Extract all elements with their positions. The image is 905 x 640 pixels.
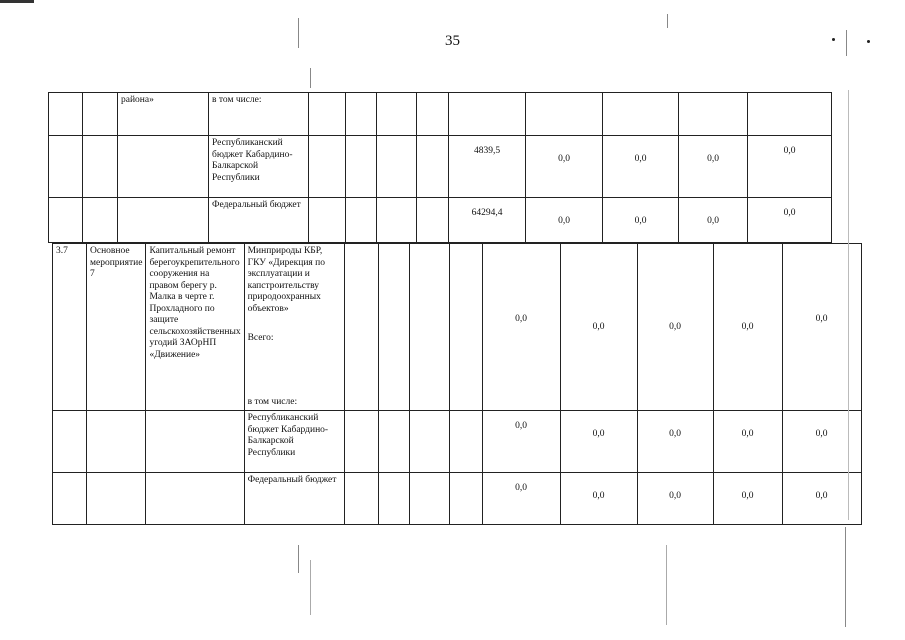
scan-artifact-line bbox=[848, 90, 849, 520]
cell-type: Основное мероприятие 7 bbox=[87, 244, 146, 411]
cell-value: 0,0 bbox=[679, 198, 748, 243]
cell-value: 0,0 bbox=[526, 198, 603, 243]
cell-name: Капитальный ремонт берегоукрепительного сооружения на правом берегу р. Малка в черте г. Прохладного по защите сельскохозяйственных угодий ЗАОрНП «Движение» bbox=[146, 244, 244, 411]
scan-corner-mark bbox=[0, 0, 34, 3]
table-row bbox=[53, 411, 862, 473]
scan-artifact-dot bbox=[832, 38, 835, 41]
cell-value: 0,0 bbox=[713, 411, 782, 473]
cell-value: 0,0 bbox=[782, 244, 861, 411]
cell-value: 0,0 bbox=[637, 473, 713, 525]
cell-value: 0,0 bbox=[713, 244, 782, 411]
scan-artifact-line bbox=[667, 14, 668, 28]
scan-artifact-line bbox=[310, 560, 311, 615]
scan-artifact-dot bbox=[867, 40, 870, 43]
cell-type bbox=[83, 93, 118, 136]
cell-value: 4839,5 bbox=[449, 136, 526, 198]
cell-value: 0,0 bbox=[637, 244, 713, 411]
cell-source: Республиканский бюджет Кабардино-Балкарской Республики bbox=[209, 136, 309, 198]
scan-artifact-line bbox=[846, 30, 847, 56]
cell-value: 0,0 bbox=[526, 136, 603, 198]
cell-value: 0,0 bbox=[679, 136, 748, 198]
cell-value: 0,0 bbox=[482, 473, 560, 525]
budget-table-item-3-7 bbox=[52, 243, 862, 525]
cell-value: 0,0 bbox=[482, 244, 560, 411]
cell-number bbox=[49, 93, 83, 136]
cell-value: 0,0 bbox=[560, 411, 637, 473]
cell-source bbox=[244, 244, 344, 411]
table-row bbox=[49, 198, 832, 243]
page-number: 35 bbox=[445, 33, 460, 49]
cell-value: 0,0 bbox=[560, 473, 637, 525]
table-row bbox=[53, 473, 862, 525]
scan-artifact-line bbox=[666, 545, 667, 625]
cell-value: 0,0 bbox=[637, 411, 713, 473]
scan-artifact-line bbox=[845, 527, 846, 627]
executor-text: Минприроды КБР, ГКУ «Дирекция по эксплуатации и капстроительству природоохранных объектов» bbox=[247, 246, 325, 314]
cell-value: 0,0 bbox=[482, 411, 560, 473]
cell-value: 0,0 bbox=[713, 473, 782, 525]
cell-source: Федеральный бюджет bbox=[244, 473, 344, 525]
cell-value: 0,0 bbox=[782, 473, 861, 525]
table-row bbox=[49, 136, 832, 198]
cell-source: Федеральный бюджет bbox=[209, 198, 309, 243]
cell-number: 3.7 bbox=[53, 244, 87, 411]
table-row bbox=[49, 93, 832, 136]
table-row bbox=[53, 244, 862, 411]
cell-value: 0,0 bbox=[560, 244, 637, 411]
cell-name: района» bbox=[118, 93, 209, 136]
cell-value: 0,0 bbox=[748, 136, 832, 198]
scan-artifact-line bbox=[298, 18, 299, 48]
including-label: в том числе: bbox=[247, 396, 298, 407]
cell-source: в том числе: bbox=[209, 93, 309, 136]
cell-value: 0,0 bbox=[782, 411, 861, 473]
scan-artifact-line bbox=[298, 545, 299, 573]
budget-table-continuation bbox=[48, 92, 832, 243]
cell-value: 64294,4 bbox=[449, 198, 526, 243]
cell-value: 0,0 bbox=[603, 136, 679, 198]
cell-source: Республиканский бюджет Кабардино-Балкарской Республики bbox=[244, 411, 344, 473]
cell-value: 0,0 bbox=[748, 198, 832, 243]
total-label: Всего: bbox=[247, 333, 274, 343]
scan-artifact-line bbox=[310, 68, 311, 88]
cell-value: 0,0 bbox=[603, 198, 679, 243]
